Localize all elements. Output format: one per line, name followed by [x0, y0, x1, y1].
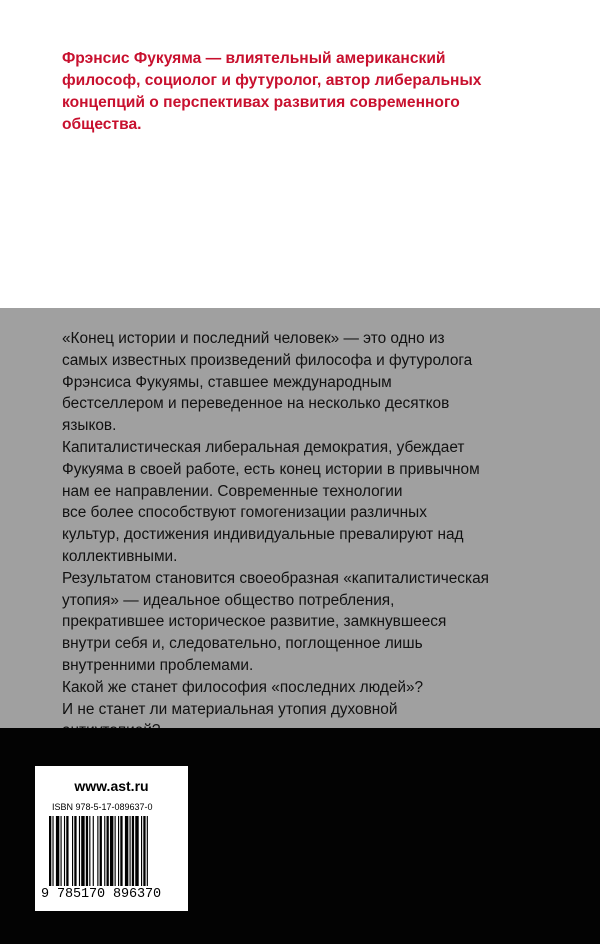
barcode-image	[49, 816, 175, 886]
barcode-label	[35, 766, 188, 911]
book-description	[62, 328, 592, 742]
description-line: самых известных произведений философа и футуролога	[62, 351, 473, 369]
author-bio-line: философ, социолог и футуролог, автор либеральных	[62, 72, 482, 89]
author-bio	[62, 48, 562, 136]
description-line: культур, достижения индивидуальные превалируют над	[62, 526, 464, 544]
top-section	[0, 0, 600, 308]
description-line: внутренними проблемами.	[62, 656, 254, 674]
description-line: прекратившее историческое развитие, замкнувшееся	[62, 613, 447, 631]
description-line: все более способствуют гомогенизации различных	[62, 504, 427, 522]
description-line: И не станет ли материальная утопия духовной	[62, 700, 398, 718]
description-line: «Конец истории и последний человек» — это одно из	[62, 330, 445, 347]
author-bio-line: Фрэнсис Фукуяма — влиятельный американский	[62, 50, 446, 67]
description-line: нам ее направлении. Современные технологии	[62, 482, 403, 500]
description-line: языков.	[62, 417, 117, 435]
bottom-band	[0, 728, 600, 944]
description-line: внутри себя и, следовательно, поглощенное лишь	[62, 635, 423, 653]
description-band	[0, 308, 600, 728]
description-line: Фукуяма в своей работе, есть конец истории в привычном	[62, 460, 480, 478]
description-line: коллективными.	[62, 547, 178, 565]
author-bio-line: общества.	[62, 116, 142, 133]
description-line: утопия» — идеальное общество потребления,	[62, 591, 395, 609]
isbn-text: ISBN 978-5-17-089637-0	[52, 802, 153, 812]
description-line: Какой же станет философия «последних людей»?	[62, 678, 424, 696]
description-line: Результатом становится своеобразная «капиталистическая	[62, 569, 489, 587]
barcode-digits: 9 785170 896370	[41, 887, 162, 902]
publisher-website: www.ast.ru	[74, 778, 149, 794]
description-line: Фрэнсиса Фукуямы, ставшее международным	[62, 373, 392, 391]
author-bio-line: концепций о перспективах развития современного	[62, 94, 460, 111]
description-line: бестселлером и переведенное на несколько десятков	[62, 395, 450, 413]
description-line: Капиталистическая либеральная демократия, убеждает	[62, 438, 465, 456]
